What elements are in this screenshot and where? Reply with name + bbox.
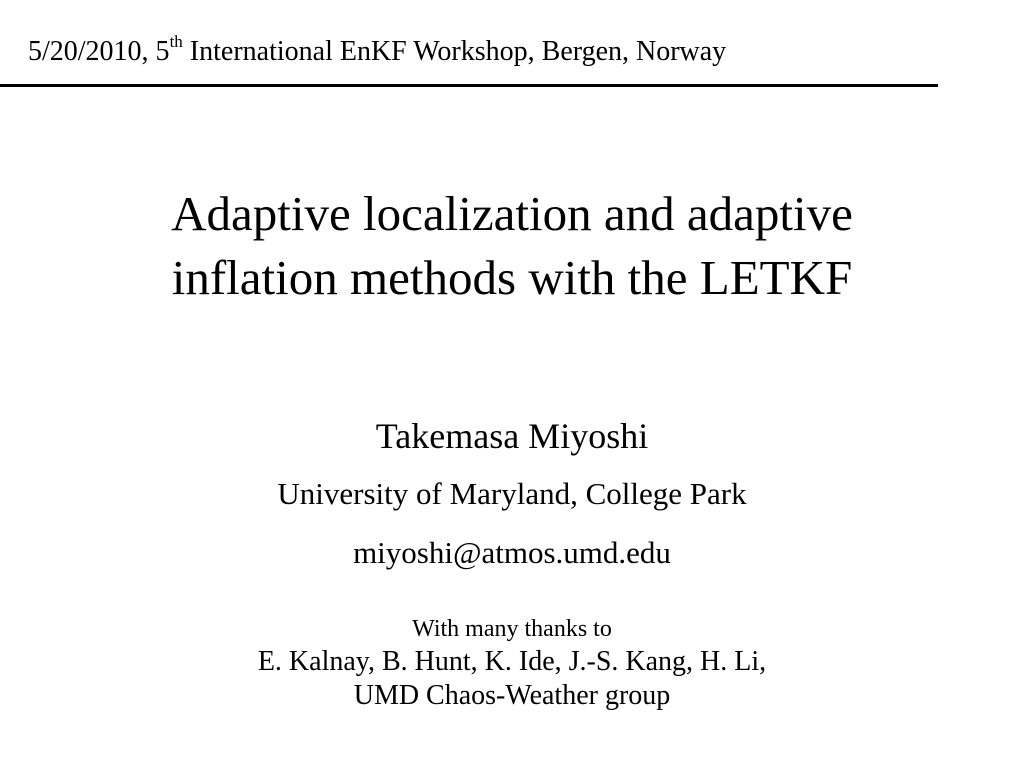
acknowledgements-intro: With many thanks to <box>412 616 612 642</box>
author-name: Takemasa Miyoshi <box>375 416 649 456</box>
author-affiliation: University of Maryland, College Park <box>277 476 747 511</box>
title-line-2: inflation methods with the LETKF <box>171 250 853 305</box>
acknowledgements-names <box>0 645 1024 713</box>
header-date-prefix: 5/20/2010, 5 <box>28 36 170 67</box>
header-divider <box>0 84 938 87</box>
acknowledgements-line-1: E. Kalnay, B. Hunt, K. Ide, J.-S. Kang, H. Li, <box>257 646 767 677</box>
author-email: miyoshi@atmos.umd.edu <box>353 535 671 570</box>
header-event: International EnKF Workshop, Bergen, Norway <box>182 36 727 67</box>
slide-title <box>0 182 1024 310</box>
slide-header <box>28 31 727 70</box>
acknowledgements-line-2: UMD Chaos-Weather group <box>353 680 671 711</box>
title-line-1: Adaptive localization and adaptive <box>171 186 853 241</box>
header-superscript: th <box>169 31 183 51</box>
